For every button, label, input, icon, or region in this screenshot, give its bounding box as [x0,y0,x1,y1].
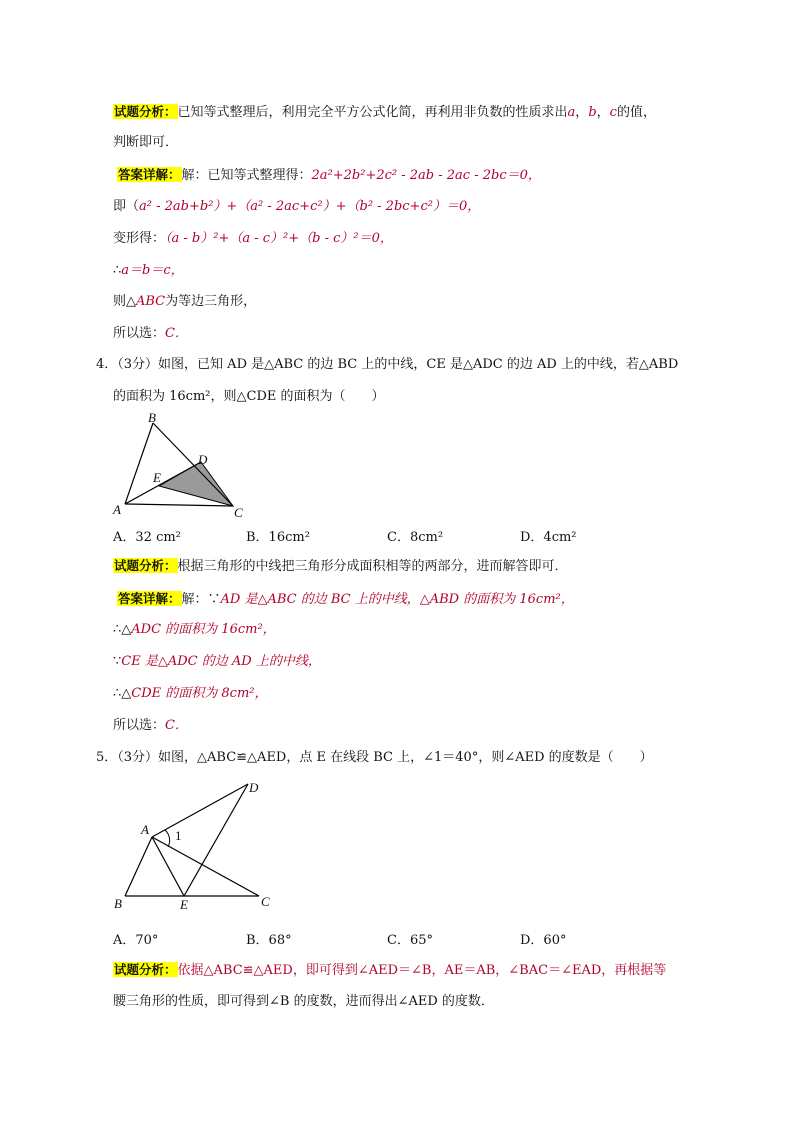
answer-math: ADC 的面积为 16cm²， [131,622,276,637]
var-a: a [567,105,576,120]
answer-math: a＝b＝c， [121,263,184,278]
answer-math: ABC [136,294,166,309]
q4-option-a[interactable]: A．32 cm² [113,530,181,545]
answer-math: C． [165,718,188,733]
analysis-text-end: 的值， [616,105,656,120]
q4-option-c[interactable]: C．8cm² [387,530,444,545]
q3-answer-line4 [113,262,184,280]
analysis-label: 试题分析： [114,104,177,119]
q5-analysis-line1 [113,961,666,980]
comma: ， [575,105,589,120]
answer-label: 答案详解： [118,591,181,606]
label-e: E [180,897,188,912]
label-b: B [114,896,122,911]
var-b: b [588,105,597,120]
q4-answer-line3 [113,653,321,671]
q3-answer-line1 [113,166,541,185]
answer-text: 则△ [113,294,136,309]
angle-1-label: 1 [175,828,182,843]
analysis-label: 试题分析： [114,558,177,573]
q5-option-a[interactable]: A．70° [113,933,159,948]
q5-figure [105,775,280,915]
answer-text: ∵ [113,654,122,669]
analysis-label: 试题分析： [114,962,177,977]
q4-stem-line1: 4．（3分）如图，已知 AD 是△ABC 的边 BC 上的中线，CE 是△ADC 的边 AD 上的中线，若△ABD [96,357,679,372]
label-d: D [198,452,208,467]
q5-option-d[interactable]: D．60° [520,933,567,948]
comma: ， [596,105,610,120]
q3-answer-line6 [113,325,188,343]
answer-math: C． [165,326,188,341]
answer-text: ∴ [113,263,122,278]
q3-analysis-line2: 判断即可． [113,135,179,150]
analysis-text: 依据△ABC≌△AED，即可得到∠AED＝∠B，AE＝AB，∠BAC＝∠EAD，再根据等 [177,963,667,978]
answer-text: 变形得： [113,231,166,246]
q4-figure [110,405,250,520]
q3-analysis-line1 [113,103,656,122]
answer-text: 解：∵ [181,592,221,607]
answer-text: ∴△ [113,686,132,701]
q4-analysis-line [113,557,568,576]
answer-math: a² - 2ab+b²）+（a² - 2ac+c²）+（b² - 2bc+c²）＝0， [139,199,481,214]
answer-text: 所以选： [113,718,166,733]
q5-option-c[interactable]: C．65° [387,933,433,948]
q3-answer-line3 [113,230,393,248]
label-a: A [141,822,149,837]
label-e: E [153,470,161,485]
answer-math: CDE 的面积为 8cm²， [131,686,268,701]
answer-text: ∴△ [113,622,132,637]
q4-option-d[interactable]: D．4cm² [520,530,577,545]
label-c: C [234,505,243,520]
label-d: D [249,780,259,795]
q4-answer-line1 [113,590,574,609]
answer-text: 解：已知等式整理得： [181,168,312,183]
q3-answer-line2 [113,198,480,216]
q3-answer-line5 [113,293,256,311]
answer-text: 所以选： [113,326,166,341]
q4-answer-line2 [113,621,276,639]
q4-stem-line2: 的面积为 16cm²，则△CDE 的面积为（ ） [113,389,385,404]
answer-math: CE 是△ADC 的边 AD 上的中线， [121,654,321,669]
q4-answer-line4 [113,685,268,703]
q5-analysis-line2: 腰三角形的性质，即可得到∠B 的度数，进而得出∠AED 的度数． [113,994,494,1009]
q4-answer-line5 [113,717,188,735]
answer-label: 答案详解： [118,167,181,182]
label-b: B [148,410,156,425]
answer-math: AD 是△ABC 的边 BC 上的中线，△ABD 的面积为 16cm²， [220,592,574,607]
var-c: c [609,105,617,120]
q5-option-b[interactable]: B．68° [246,933,292,948]
q4-option-b[interactable]: B．16cm² [246,530,310,545]
label-c: C [261,894,270,909]
q5-stem: 5．（3分）如图，△ABC≌△AED，点 E 在线段 BC 上，∠1＝40°，则∠AED 的度数是（ ） [96,750,653,765]
answer-math: 2a²+2b²+2c² - 2ab - 2ac - 2bc＝0， [311,168,541,183]
analysis-text: 根据三角形的中线把三角形分成面积相等的两部分，进而解答即可． [177,559,568,574]
label-a: A [113,502,121,517]
analysis-text: 已知等式整理后，利用完全平方公式化简，再利用非负数的性质求出 [177,105,568,120]
answer-text: 为等边三角形， [165,294,257,309]
answer-text: 即（ [113,199,140,214]
answer-math: （a - b）²+（a - c）²+（b - c）²＝0， [165,231,393,246]
